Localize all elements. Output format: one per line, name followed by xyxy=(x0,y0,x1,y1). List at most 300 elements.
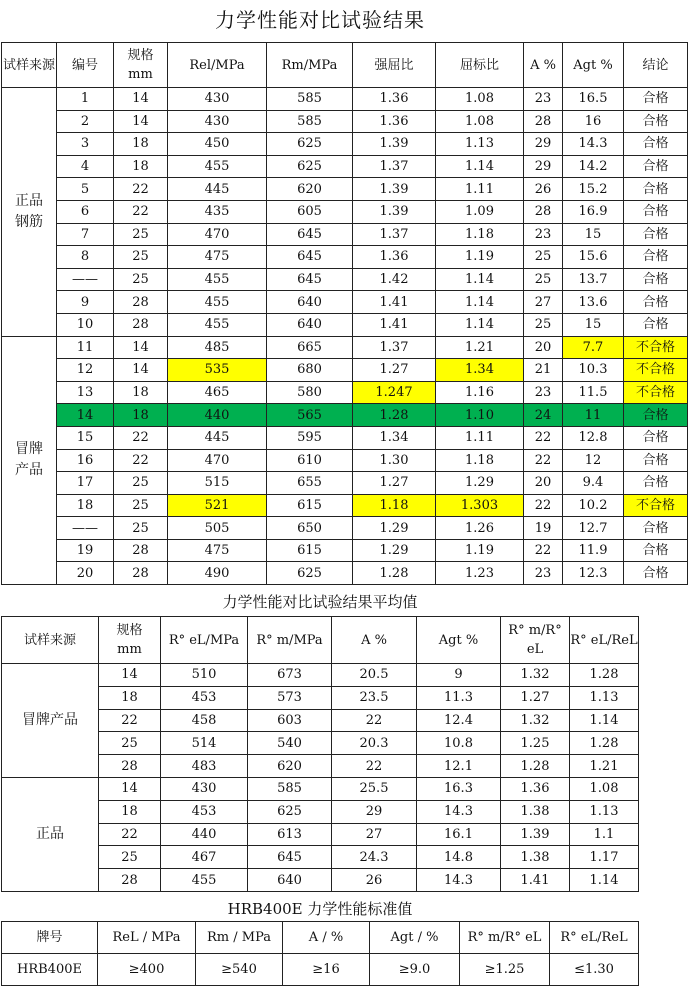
cell-result: 合格 xyxy=(624,110,688,133)
cell-spec: 28 xyxy=(114,539,168,562)
cell-spec: 18 xyxy=(114,404,168,427)
cell-no: 18 xyxy=(57,494,114,517)
cell-rm: 645 xyxy=(267,268,353,291)
cell-a: 23.5 xyxy=(332,686,417,709)
cell-yield-ratio: 1.19 xyxy=(436,246,524,269)
header-result: 结论 xyxy=(624,43,688,88)
cell-spec: 18 xyxy=(114,155,168,178)
cell-rel: ≥400 xyxy=(98,954,196,986)
cell-agt: 16 xyxy=(563,110,624,133)
cell-yield-ratio: 1.18 xyxy=(436,223,524,246)
cell-rel: 505 xyxy=(168,517,267,540)
table-row xyxy=(2,88,688,111)
header-rm: R° m/MPa xyxy=(248,617,332,664)
cell-ratio1: 1.39 xyxy=(501,823,570,846)
cell-a: 25.5 xyxy=(332,777,417,800)
cell-yield-ratio: 1.16 xyxy=(436,381,524,404)
cell-ratio2: ≤1.30 xyxy=(550,954,639,986)
cell-rel: 430 xyxy=(168,110,267,133)
cell-a: 22 xyxy=(332,755,417,778)
cell-spec: 22 xyxy=(99,823,161,846)
cell-strength-ratio: 1.27 xyxy=(353,359,436,382)
cell-rm: 565 xyxy=(267,404,353,427)
cell-rm: 595 xyxy=(267,426,353,449)
cell-result: 合格 xyxy=(624,449,688,472)
cell-yield-ratio: 1.26 xyxy=(436,517,524,540)
header-no: 编号 xyxy=(57,43,114,88)
table-row xyxy=(2,381,688,404)
cell-agt: 12.8 xyxy=(563,426,624,449)
cell-a: 20.5 xyxy=(332,664,417,687)
group-genuine: 正品 xyxy=(2,777,99,891)
header-grade: 牌号 xyxy=(2,922,98,954)
cell-no: 9 xyxy=(57,291,114,314)
cell-ratio2: 1.14 xyxy=(570,869,639,892)
cell-ratio1: 1.36 xyxy=(501,777,570,800)
cell-spec: 14 xyxy=(114,359,168,382)
cell-rm: 625 xyxy=(248,800,332,823)
cell-a: 21 xyxy=(524,359,563,382)
cell-rm: 620 xyxy=(248,755,332,778)
cell-rel: 467 xyxy=(161,846,248,869)
cell-ratio2: 1.14 xyxy=(570,709,639,732)
cell-agt: 12 xyxy=(563,449,624,472)
cell-result: 合格 xyxy=(624,539,688,562)
cell-agt: 14.3 xyxy=(417,800,501,823)
cell-spec: 25 xyxy=(99,846,161,869)
cell-strength-ratio: 1.28 xyxy=(353,562,436,585)
table-row xyxy=(2,449,688,472)
cell-spec: 18 xyxy=(114,381,168,404)
cell-spec: 14 xyxy=(114,336,168,359)
cell-agt: 16.9 xyxy=(563,200,624,223)
cell-a: 22 xyxy=(524,449,563,472)
cell-rm: 645 xyxy=(267,223,353,246)
cell-a: 25 xyxy=(524,246,563,269)
table-header-row xyxy=(2,922,639,954)
cell-agt: 9 xyxy=(417,664,501,687)
cell-yield-ratio: 1.08 xyxy=(436,110,524,133)
cell-a: 29 xyxy=(524,155,563,178)
cell-strength-ratio: 1.37 xyxy=(353,223,436,246)
cell-agt: 13.6 xyxy=(563,291,624,314)
cell-no: 12 xyxy=(57,359,114,382)
cell-a: 29 xyxy=(524,133,563,156)
cell-yield-ratio: 1.10 xyxy=(436,404,524,427)
cell-strength-ratio: 1.36 xyxy=(353,88,436,111)
cell-a: 26 xyxy=(332,869,417,892)
cell-yield-ratio: 1.14 xyxy=(436,291,524,314)
cell-no: 15 xyxy=(57,426,114,449)
cell-strength-ratio: 1.18 xyxy=(353,494,436,517)
cell-rm: 585 xyxy=(248,777,332,800)
cell-rm: 620 xyxy=(267,178,353,201)
cell-strength-ratio: 1.29 xyxy=(353,517,436,540)
table-row xyxy=(2,517,688,540)
standard-values-table xyxy=(1,921,639,986)
header-agt: Agt % xyxy=(563,43,624,88)
table-row xyxy=(2,404,688,427)
table3-title: HRB400E 力学性能标准值 xyxy=(227,900,413,918)
cell-strength-ratio: 1.29 xyxy=(353,539,436,562)
cell-agt: 12.7 xyxy=(563,517,624,540)
cell-rm: 573 xyxy=(248,686,332,709)
header-ratio2: R° eL/ReL xyxy=(570,617,639,664)
cell-rel: 521 xyxy=(168,494,267,517)
cell-a: 20.3 xyxy=(332,732,417,755)
cell-grade: HRB400E xyxy=(2,954,98,986)
cell-result: 合格 xyxy=(624,517,688,540)
cell-ratio2: 1.1 xyxy=(570,823,639,846)
cell-result: 合格 xyxy=(624,426,688,449)
cell-spec: 14 xyxy=(99,664,161,687)
cell-rm: 585 xyxy=(267,110,353,133)
cell-yield-ratio: 1.29 xyxy=(436,472,524,495)
cell-no: 6 xyxy=(57,200,114,223)
cell-rel: 535 xyxy=(168,359,267,382)
cell-rm: 585 xyxy=(267,88,353,111)
cell-yield-ratio: 1.08 xyxy=(436,88,524,111)
cell-ratio2: 1.17 xyxy=(570,846,639,869)
average-results-table xyxy=(1,616,639,892)
header-ratio2: R° eL/ReL xyxy=(550,922,639,954)
table-row xyxy=(2,777,639,800)
cell-rel: 453 xyxy=(161,800,248,823)
group-genuine: 正品钢筋 xyxy=(2,88,57,337)
cell-agt: 14.2 xyxy=(563,155,624,178)
table-row xyxy=(2,954,639,986)
cell-spec: 22 xyxy=(114,200,168,223)
cell-agt: 9.4 xyxy=(563,472,624,495)
cell-rm: 615 xyxy=(267,494,353,517)
cell-a: 24.3 xyxy=(332,846,417,869)
table-row xyxy=(2,426,688,449)
table-row xyxy=(2,313,688,336)
cell-rm: 625 xyxy=(267,133,353,156)
cell-rm: 540 xyxy=(248,732,332,755)
header-spec: 规格 mm xyxy=(99,617,161,664)
header-rel: R° eL/MPa xyxy=(161,617,248,664)
cell-result: 合格 xyxy=(624,404,688,427)
group-counterfeit: 冒牌产品 xyxy=(2,664,99,778)
cell-ratio2: 1.28 xyxy=(570,732,639,755)
cell-yield-ratio: 1.23 xyxy=(436,562,524,585)
table-row xyxy=(2,472,688,495)
cell-rm: 615 xyxy=(267,539,353,562)
cell-rel: 470 xyxy=(168,449,267,472)
cell-agt: 10.8 xyxy=(417,732,501,755)
cell-no: 16 xyxy=(57,449,114,472)
cell-strength-ratio: 1.42 xyxy=(353,268,436,291)
cell-agt: 15 xyxy=(563,313,624,336)
cell-strength-ratio: 1.41 xyxy=(353,291,436,314)
cell-rm: 650 xyxy=(267,517,353,540)
cell-rel: 445 xyxy=(168,426,267,449)
cell-strength-ratio: 1.36 xyxy=(353,246,436,269)
cell-a: 20 xyxy=(524,472,563,495)
cell-result: 合格 xyxy=(624,313,688,336)
cell-yield-ratio: 1.18 xyxy=(436,449,524,472)
cell-no: 5 xyxy=(57,178,114,201)
table-header-row xyxy=(2,43,688,88)
cell-result: 合格 xyxy=(624,88,688,111)
cell-spec: 28 xyxy=(114,313,168,336)
cell-a: 19 xyxy=(524,517,563,540)
cell-a: 24 xyxy=(524,404,563,427)
cell-rm: 680 xyxy=(267,359,353,382)
cell-rm: 613 xyxy=(248,823,332,846)
header-ratio1: R° m/R° eL xyxy=(501,617,570,664)
cell-spec: 28 xyxy=(99,869,161,892)
cell-a: 23 xyxy=(524,88,563,111)
header-rm: Rm/MPa xyxy=(267,43,353,88)
cell-rm: ≥540 xyxy=(196,954,283,986)
cell-strength-ratio: 1.37 xyxy=(353,336,436,359)
cell-a: 29 xyxy=(332,800,417,823)
cell-agt: ≥9.0 xyxy=(370,954,460,986)
cell-a: 28 xyxy=(524,110,563,133)
cell-a: 22 xyxy=(524,539,563,562)
cell-yield-ratio: 1.09 xyxy=(436,200,524,223)
cell-ratio1: 1.41 xyxy=(501,869,570,892)
cell-a: 27 xyxy=(524,291,563,314)
cell-no: 13 xyxy=(57,381,114,404)
cell-a: 26 xyxy=(524,178,563,201)
cell-spec: 18 xyxy=(114,133,168,156)
cell-agt: 11 xyxy=(563,404,624,427)
cell-yield-ratio: 1.11 xyxy=(436,426,524,449)
table-row xyxy=(2,291,688,314)
cell-spec: 14 xyxy=(99,777,161,800)
cell-agt: 11.3 xyxy=(417,686,501,709)
cell-ratio1: 1.38 xyxy=(501,800,570,823)
cell-yield-ratio: 1.11 xyxy=(436,178,524,201)
cell-spec: 25 xyxy=(114,223,168,246)
cell-result: 不合格 xyxy=(624,381,688,404)
cell-no: 20 xyxy=(57,562,114,585)
cell-spec: 25 xyxy=(114,494,168,517)
cell-strength-ratio: 1.34 xyxy=(353,426,436,449)
cell-strength-ratio: 1.36 xyxy=(353,110,436,133)
cell-rm: 625 xyxy=(267,562,353,585)
cell-spec: 28 xyxy=(114,562,168,585)
cell-spec: 25 xyxy=(114,268,168,291)
cell-yield-ratio: 1.14 xyxy=(436,268,524,291)
cell-ratio1: 1.32 xyxy=(501,709,570,732)
cell-strength-ratio: 1.247 xyxy=(353,381,436,404)
cell-agt: 15.2 xyxy=(563,178,624,201)
cell-rel: 455 xyxy=(168,313,267,336)
cell-a: 23 xyxy=(524,381,563,404)
cell-strength-ratio: 1.37 xyxy=(353,155,436,178)
cell-rm: 603 xyxy=(248,709,332,732)
cell-a: 28 xyxy=(524,200,563,223)
cell-no: 14 xyxy=(57,404,114,427)
cell-yield-ratio: 1.13 xyxy=(436,133,524,156)
comparison-results-table xyxy=(1,42,688,585)
header-ratio1: R° m/R° eL xyxy=(460,922,550,954)
cell-agt: 15.6 xyxy=(563,246,624,269)
cell-spec: 25 xyxy=(114,472,168,495)
table-row xyxy=(2,562,688,585)
cell-spec: 22 xyxy=(99,709,161,732)
header-rm: Rm / MPa xyxy=(196,922,283,954)
cell-a: 23 xyxy=(524,562,563,585)
cell-agt: 12.3 xyxy=(563,562,624,585)
cell-spec: 14 xyxy=(114,88,168,111)
cell-agt: 12.4 xyxy=(417,709,501,732)
cell-ratio1: 1.25 xyxy=(501,732,570,755)
table-row xyxy=(2,133,688,156)
table-row xyxy=(2,223,688,246)
cell-rm: 640 xyxy=(267,313,353,336)
cell-strength-ratio: 1.28 xyxy=(353,404,436,427)
cell-agt: 11.5 xyxy=(563,381,624,404)
cell-result: 合格 xyxy=(624,246,688,269)
table-row xyxy=(2,178,688,201)
cell-no: 11 xyxy=(57,336,114,359)
cell-no: 7 xyxy=(57,223,114,246)
cell-rm: 645 xyxy=(248,846,332,869)
cell-yield-ratio: 1.19 xyxy=(436,539,524,562)
cell-a: 23 xyxy=(524,223,563,246)
cell-spec: 25 xyxy=(114,517,168,540)
table-row xyxy=(2,110,688,133)
cell-rel: 440 xyxy=(168,404,267,427)
cell-yield-ratio: 1.14 xyxy=(436,313,524,336)
header-strength-ratio: 强屈比 xyxy=(353,43,436,88)
cell-result: 合格 xyxy=(624,178,688,201)
cell-a: 27 xyxy=(332,823,417,846)
cell-yield-ratio: 1.303 xyxy=(436,494,524,517)
cell-a: 20 xyxy=(524,336,563,359)
cell-rm: 655 xyxy=(267,472,353,495)
cell-no: 1 xyxy=(57,88,114,111)
cell-ratio1: 1.38 xyxy=(501,846,570,869)
cell-spec: 28 xyxy=(114,291,168,314)
cell-spec: 25 xyxy=(99,732,161,755)
header-source: 试样来源 xyxy=(2,617,99,664)
cell-strength-ratio: 1.41 xyxy=(353,313,436,336)
header-source: 试样来源 xyxy=(2,43,57,88)
cell-strength-ratio: 1.30 xyxy=(353,449,436,472)
cell-agt: 15 xyxy=(563,223,624,246)
header-a: A % xyxy=(332,617,417,664)
cell-result: 合格 xyxy=(624,472,688,495)
cell-agt: 14.8 xyxy=(417,846,501,869)
cell-yield-ratio: 1.14 xyxy=(436,155,524,178)
cell-ratio2: 1.13 xyxy=(570,686,639,709)
cell-agt: 10.2 xyxy=(563,494,624,517)
cell-rel: 458 xyxy=(161,709,248,732)
cell-result: 不合格 xyxy=(624,359,688,382)
table1-title: 力学性能对比试验结果 xyxy=(215,8,425,32)
cell-agt: 13.7 xyxy=(563,268,624,291)
cell-strength-ratio: 1.39 xyxy=(353,200,436,223)
table-row xyxy=(2,246,688,269)
cell-agt: 7.7 xyxy=(563,336,624,359)
header-rel: Rel/MPa xyxy=(168,43,267,88)
cell-rel: 465 xyxy=(168,381,267,404)
table-row xyxy=(2,155,688,178)
cell-rel: 430 xyxy=(168,88,267,111)
cell-rel: 445 xyxy=(168,178,267,201)
cell-rm: 640 xyxy=(248,869,332,892)
table-row xyxy=(2,664,639,687)
cell-rel: 450 xyxy=(168,133,267,156)
table-row xyxy=(2,494,688,517)
cell-ratio2: 1.28 xyxy=(570,664,639,687)
cell-agt: 14.3 xyxy=(417,869,501,892)
cell-agt: 12.1 xyxy=(417,755,501,778)
cell-rm: 640 xyxy=(267,291,353,314)
cell-result: 合格 xyxy=(624,291,688,314)
cell-result: 合格 xyxy=(624,268,688,291)
cell-strength-ratio: 1.39 xyxy=(353,178,436,201)
cell-ratio1: ≥1.25 xyxy=(460,954,550,986)
cell-yield-ratio: 1.34 xyxy=(436,359,524,382)
cell-agt: 16.3 xyxy=(417,777,501,800)
cell-no: —— xyxy=(57,517,114,540)
cell-no: 10 xyxy=(57,313,114,336)
cell-ratio1: 1.28 xyxy=(501,755,570,778)
header-a: A / % xyxy=(283,922,370,954)
table2-title: 力学性能对比试验结果平均值 xyxy=(222,593,418,611)
cell-ratio1: 1.27 xyxy=(501,686,570,709)
cell-rel: 510 xyxy=(161,664,248,687)
cell-ratio2: 1.21 xyxy=(570,755,639,778)
cell-no: —— xyxy=(57,268,114,291)
cell-a: 22 xyxy=(524,426,563,449)
cell-agt: 11.9 xyxy=(563,539,624,562)
cell-strength-ratio: 1.39 xyxy=(353,133,436,156)
cell-no: 8 xyxy=(57,246,114,269)
cell-result: 合格 xyxy=(624,223,688,246)
header-spec: 规格 mm xyxy=(114,43,168,88)
cell-rm: 665 xyxy=(267,336,353,359)
cell-spec: 22 xyxy=(114,426,168,449)
cell-rm: 673 xyxy=(248,664,332,687)
cell-no: 17 xyxy=(57,472,114,495)
table-header-row xyxy=(2,617,639,664)
cell-rel: 475 xyxy=(168,246,267,269)
cell-no: 2 xyxy=(57,110,114,133)
group-counterfeit: 冒牌产品 xyxy=(2,336,57,585)
cell-no: 19 xyxy=(57,539,114,562)
cell-a: ≥16 xyxy=(283,954,370,986)
cell-result: 合格 xyxy=(624,562,688,585)
cell-spec: 25 xyxy=(114,246,168,269)
table-row xyxy=(2,359,688,382)
cell-rel: 515 xyxy=(168,472,267,495)
cell-result: 合格 xyxy=(624,133,688,156)
cell-rm: 580 xyxy=(267,381,353,404)
header-agt: Agt / % xyxy=(370,922,460,954)
cell-rel: 485 xyxy=(168,336,267,359)
cell-rel: 483 xyxy=(161,755,248,778)
cell-strength-ratio: 1.27 xyxy=(353,472,436,495)
cell-rm: 625 xyxy=(267,155,353,178)
cell-a: 22 xyxy=(332,709,417,732)
cell-no: 4 xyxy=(57,155,114,178)
header-agt: Agt % xyxy=(417,617,501,664)
cell-spec: 18 xyxy=(99,686,161,709)
cell-agt: 14.3 xyxy=(563,133,624,156)
cell-result: 合格 xyxy=(624,155,688,178)
table-row xyxy=(2,200,688,223)
cell-rel: 455 xyxy=(161,869,248,892)
header-rel: ReL / MPa xyxy=(98,922,196,954)
